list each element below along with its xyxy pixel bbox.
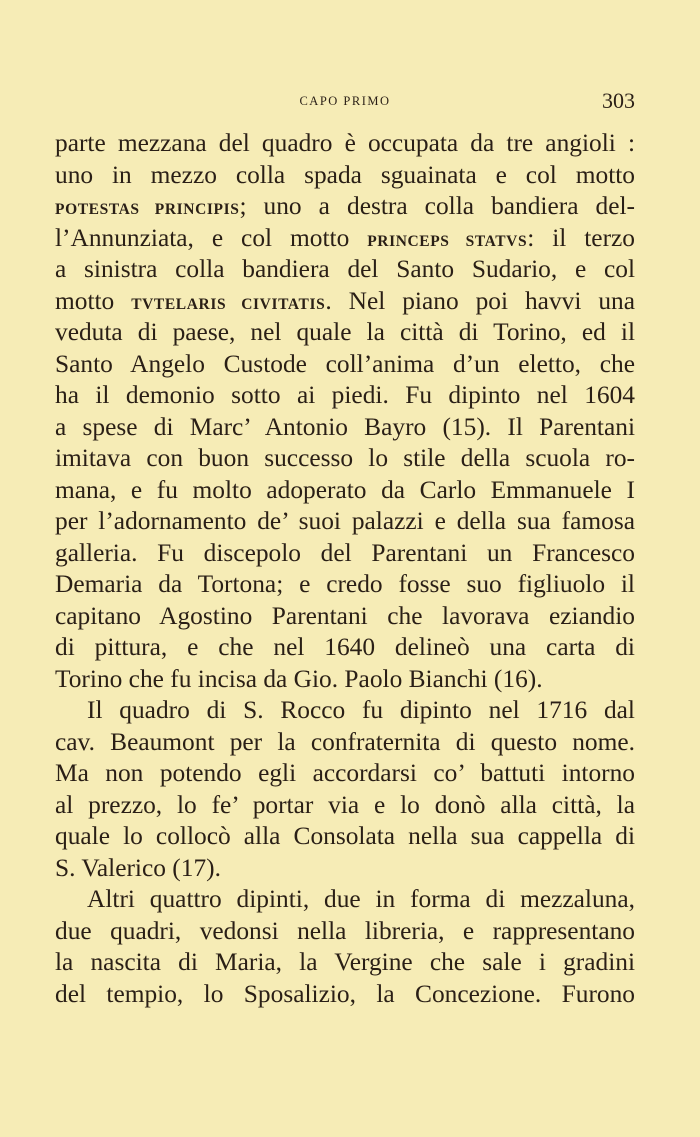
text-line [55, 317, 635, 349]
text-segment: del tempio, lo Sposalizio, la Concezione. Furono [55, 979, 635, 1008]
running-header [55, 90, 635, 116]
small-caps-motto: PRINCEPS STATVS [367, 232, 528, 250]
text-line [55, 286, 635, 318]
text-line [55, 821, 635, 853]
text-line [55, 380, 635, 412]
text-segment: Demaria da Tortona; e credo fosse suo figliuolo il [55, 570, 635, 598]
text-line [55, 916, 635, 948]
text-line [55, 443, 635, 475]
text-line [55, 128, 635, 160]
text-segment: S. Valerico (17). [55, 853, 221, 882]
text-segment: Altri quattro dipinti, due in forma di mezzaluna, [87, 885, 635, 913]
text-line [55, 475, 635, 507]
text-line [55, 569, 635, 601]
body-text [55, 128, 635, 1010]
text-segment: a sinistra colla bandiera del Santo Sudario, e col [55, 255, 635, 283]
text-segment: . Nel piano poi havvi una [325, 286, 635, 315]
text-line [55, 947, 635, 979]
text-line [55, 254, 635, 286]
text-line [55, 853, 635, 885]
text-segment: due quadri, vedonsi nella libreria, e rappresentano [55, 916, 635, 945]
text-segment: ha il demonio sotto ai piedi. Fu dipinto nel 1604 [55, 381, 635, 409]
text-line [55, 758, 635, 790]
text-line [55, 632, 635, 664]
text-line [55, 695, 635, 727]
text-line [55, 223, 635, 255]
text-segment: la nascita di Maria, la Vergine che sale i gradini [55, 948, 635, 976]
text-segment: per l’adornamento de’ suoi palazzi e della sua famosa [55, 507, 635, 535]
text-segment: mana, e fu molto adoperato da Carlo Emmanuele I [55, 475, 635, 504]
text-line [55, 191, 635, 223]
text-segment: Il quadro di S. Rocco fu dipinto nel 1716 dal [87, 696, 635, 724]
text-line [55, 727, 635, 759]
small-caps-motto: POTESTAS PRINCIPIS [55, 201, 240, 218]
text-line [55, 506, 635, 538]
text-segment: Ma non potendo egli accordarsi co’ battuti intorno [55, 759, 635, 787]
page-number: 303 [602, 88, 635, 113]
text-segment: galleria. Fu discepolo del Parentani un Francesco [55, 538, 635, 567]
text-segment: Santo Angelo Custode coll’anima d’un eletto, che [55, 349, 635, 378]
text-segment: ; uno a destra colla bandiera del- [239, 192, 635, 220]
running-title: CAPO PRIMO [299, 94, 391, 108]
text-line [55, 349, 635, 381]
text-segment: parte mezzana del quadro è occupata da tre angioli : [55, 129, 635, 157]
text-line [55, 979, 635, 1011]
text-line [55, 601, 635, 633]
text-segment: veduta di paese, nel quale la città di Torino, ed il [55, 318, 635, 346]
text-segment: Torino che fu incisa da Gio. Paolo Bianchi (16). [55, 664, 543, 693]
text-segment: a spese di Marc’ Antonio Bayro (15). Il Parentani [55, 412, 635, 441]
text-segment: al prezzo, lo fe’ portar via e lo donò alla città, la [55, 790, 635, 819]
text-line [55, 664, 635, 696]
text-line [55, 412, 635, 444]
text-segment: l’Annunziata, e col motto [55, 223, 368, 252]
text-line [55, 160, 635, 192]
small-caps-motto: TVTELARIS CIVITATIS [131, 295, 326, 313]
text-segment: motto [55, 286, 132, 315]
text-line [55, 884, 635, 916]
text-segment: : il terzo [527, 223, 635, 252]
text-segment: imitava con buon successo lo stile della scuola ro- [55, 444, 635, 472]
text-line [55, 790, 635, 822]
text-segment: capitano Agostino Parentani che lavorava eziandio [55, 601, 635, 630]
text-segment: quale lo collocò alla Consolata nella sua cappella di [55, 822, 635, 850]
text-line [55, 538, 635, 570]
text-segment: cav. Beaumont per la confraternita di questo nome. [55, 727, 635, 756]
text-segment: uno in mezzo colla spada sguainata e col motto [55, 160, 635, 189]
text-segment: di pittura, e che nel 1640 delineò una carta di [55, 633, 635, 661]
